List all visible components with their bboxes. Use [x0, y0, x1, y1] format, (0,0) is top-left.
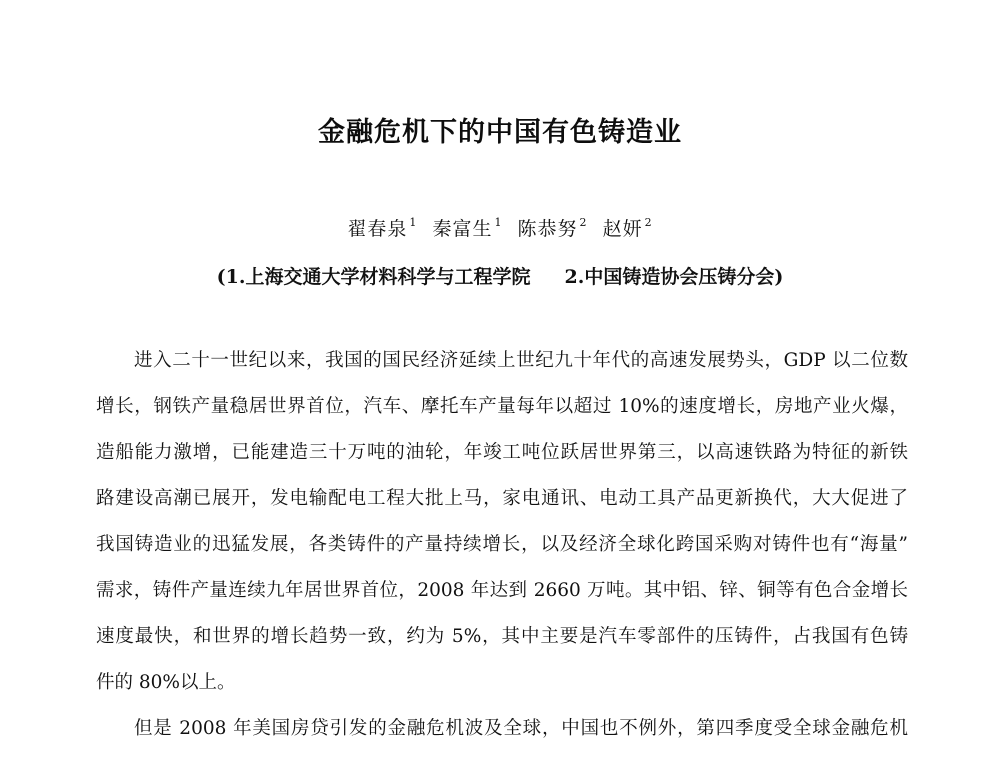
paper-title: 金融危机下的中国有色铸造业 [318, 117, 682, 148]
author-name: 陈恭努 [517, 218, 578, 240]
author [432, 214, 502, 241]
text-line: 造船能力激增，已能建造三十万吨的油轮，年竣工吨位跃居世界第三，以高速铁路为特征的新铁 [96, 442, 908, 463]
author [603, 214, 653, 241]
author [518, 214, 588, 241]
author-name: 秦富生 [432, 218, 493, 240]
body-text [96, 347, 908, 761]
paragraph-1 [96, 347, 908, 715]
author-affiliation-mark: 2 [579, 216, 588, 229]
text-line: 但是 2008 年美国房贷引发的金融危机波及全球，中国也不例外，第四季度受全球金融危机 [134, 718, 908, 739]
text-line: 件的 80%以上。 [96, 672, 236, 693]
text-line: 速度最快，和世界的增长趋势一致，约为 5%，其中主要是汽车零部件的压铸件，占我国有色铸 [96, 626, 908, 647]
paragraph-2 [96, 715, 908, 761]
author-affiliation-mark: 1 [494, 216, 503, 229]
text-line: 路建设高潮已展开，发电输配电工程大批上马，家电通讯、电动工具产品更新换代，大大促进了 [96, 488, 908, 509]
affiliation-1: (1.上海交通大学材料科学与工程学院 [216, 266, 531, 288]
author-list [0, 214, 1000, 241]
text-line: 我国铸造业的迅猛发展，各类铸件的产量持续增长，以及经济全球化跨国采购对铸件也有“海量” [96, 534, 908, 555]
author [347, 214, 417, 241]
affiliations [0, 262, 1000, 289]
author-name: 赵妍 [602, 218, 643, 240]
text-line: 增长，钢铁产量稳居世界首位，汽车、摩托车产量每年以超过 10%的速度增长，房地产业火爆， [96, 396, 908, 417]
author-name: 翟春泉 [347, 218, 408, 240]
author-affiliation-mark: 1 [409, 216, 418, 229]
author-affiliation-mark: 2 [644, 216, 653, 229]
text-line: 进入二十一世纪以来，我国的国民经济延续上世纪九十年代的高速发展势头，GDP 以二位数 [134, 350, 908, 371]
text-line: 需求，铸件产量连续九年居世界首位，2008 年达到 2660 万吨。其中铝、锌、铜等有色合金增长 [96, 580, 908, 601]
affiliation-2: 2.中国铸造协会压铸分会) [564, 266, 784, 288]
